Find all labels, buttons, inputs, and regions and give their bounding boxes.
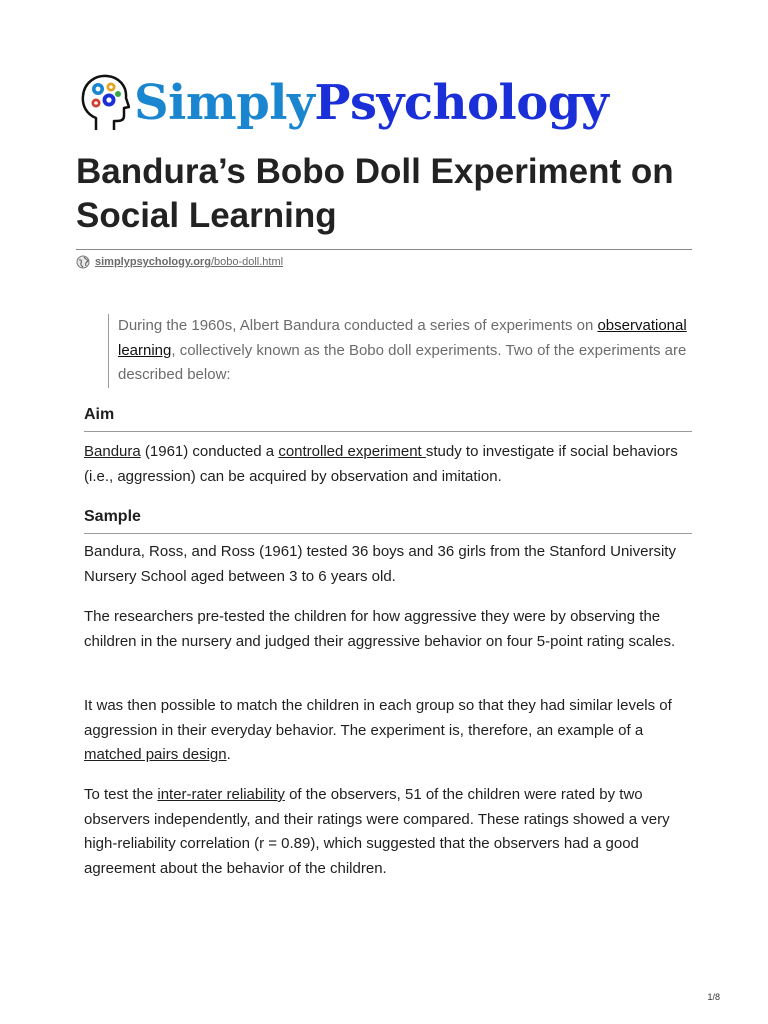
- aim-heading: Aim: [84, 406, 115, 423]
- sample-divider: [84, 533, 692, 534]
- page-title: Bandura’s Bobo Doll Experiment on Social Learning: [76, 152, 674, 235]
- sample-paragraph-1: Bandura, Ross, and Ross (1961) tested 36 boys and 36 girls from the Stanford University Nursery School aged between 3 to 6 years old.: [84, 543, 676, 585]
- globe-icon: [76, 255, 90, 269]
- intro-text-after: , collectively known as the Bobo doll experiments. Two of the experiments are described below:: [118, 341, 687, 383]
- site-logo[interactable]: [78, 70, 690, 136]
- logo-simply: Simply: [134, 75, 315, 131]
- sample-p4-after: of the observers, 51 of the children were rated by two observers independently, and their ratings were compared. These ratings showed a very high-reliability correlation (r = 0.89), which suggested that the observers had a good agreement about the behavior of the children.: [84, 786, 670, 877]
- sample-paragraph-2: The researchers pre-tested the children for how aggressive they were by observing the children in the nursery and judged their aggressive behavior on four 5-point rating scales.: [84, 608, 676, 650]
- source-path: /bobo-doll.html: [210, 256, 284, 268]
- aim-paragraph: [84, 440, 696, 489]
- logo-psychology: Psychology: [314, 75, 609, 131]
- source-link[interactable]: [95, 256, 283, 268]
- matched-pairs-design-link[interactable]: matched pairs design: [84, 746, 227, 763]
- sample-section-header: [84, 507, 692, 534]
- aim-text-2: study to investigate if social behaviors (i.e., aggression) can be acquired by observation and imitation.: [84, 443, 678, 485]
- sample-paragraph-4: [84, 783, 696, 881]
- sample-heading: Sample: [84, 508, 141, 525]
- sample-p4-before: To test the: [84, 786, 158, 803]
- sample-p3-before: It was then possible to match the children in each group so that they had similar levels of aggression in their everyday behavior. The experiment is, therefore, an example of a: [84, 697, 672, 739]
- aim-section-header: [84, 405, 692, 432]
- sample-paragraph-3: [84, 694, 696, 768]
- page-number: 1/8: [707, 992, 720, 1002]
- source-domain: simplypsychology.org: [95, 256, 211, 268]
- aim-text-1: (1961) conducted a: [140, 443, 279, 460]
- inter-rater-reliability-link[interactable]: inter-rater reliability: [157, 786, 285, 803]
- aim-divider: [84, 431, 692, 432]
- title-divider: [76, 249, 692, 250]
- bandura-link[interactable]: Bandura: [84, 443, 141, 460]
- source-line: [76, 255, 283, 269]
- observational-learning-link[interactable]: observational learning: [118, 317, 687, 359]
- controlled-experiment-link[interactable]: controlled experiment: [278, 443, 426, 460]
- intro-text-before: During the 1960s, Albert Bandura conducted a series of experiments on: [118, 317, 598, 334]
- intro-quote: [108, 314, 688, 388]
- sample-p3-after: .: [226, 746, 231, 763]
- head-gears-icon: [78, 72, 130, 134]
- logo-wordmark: [134, 75, 609, 131]
